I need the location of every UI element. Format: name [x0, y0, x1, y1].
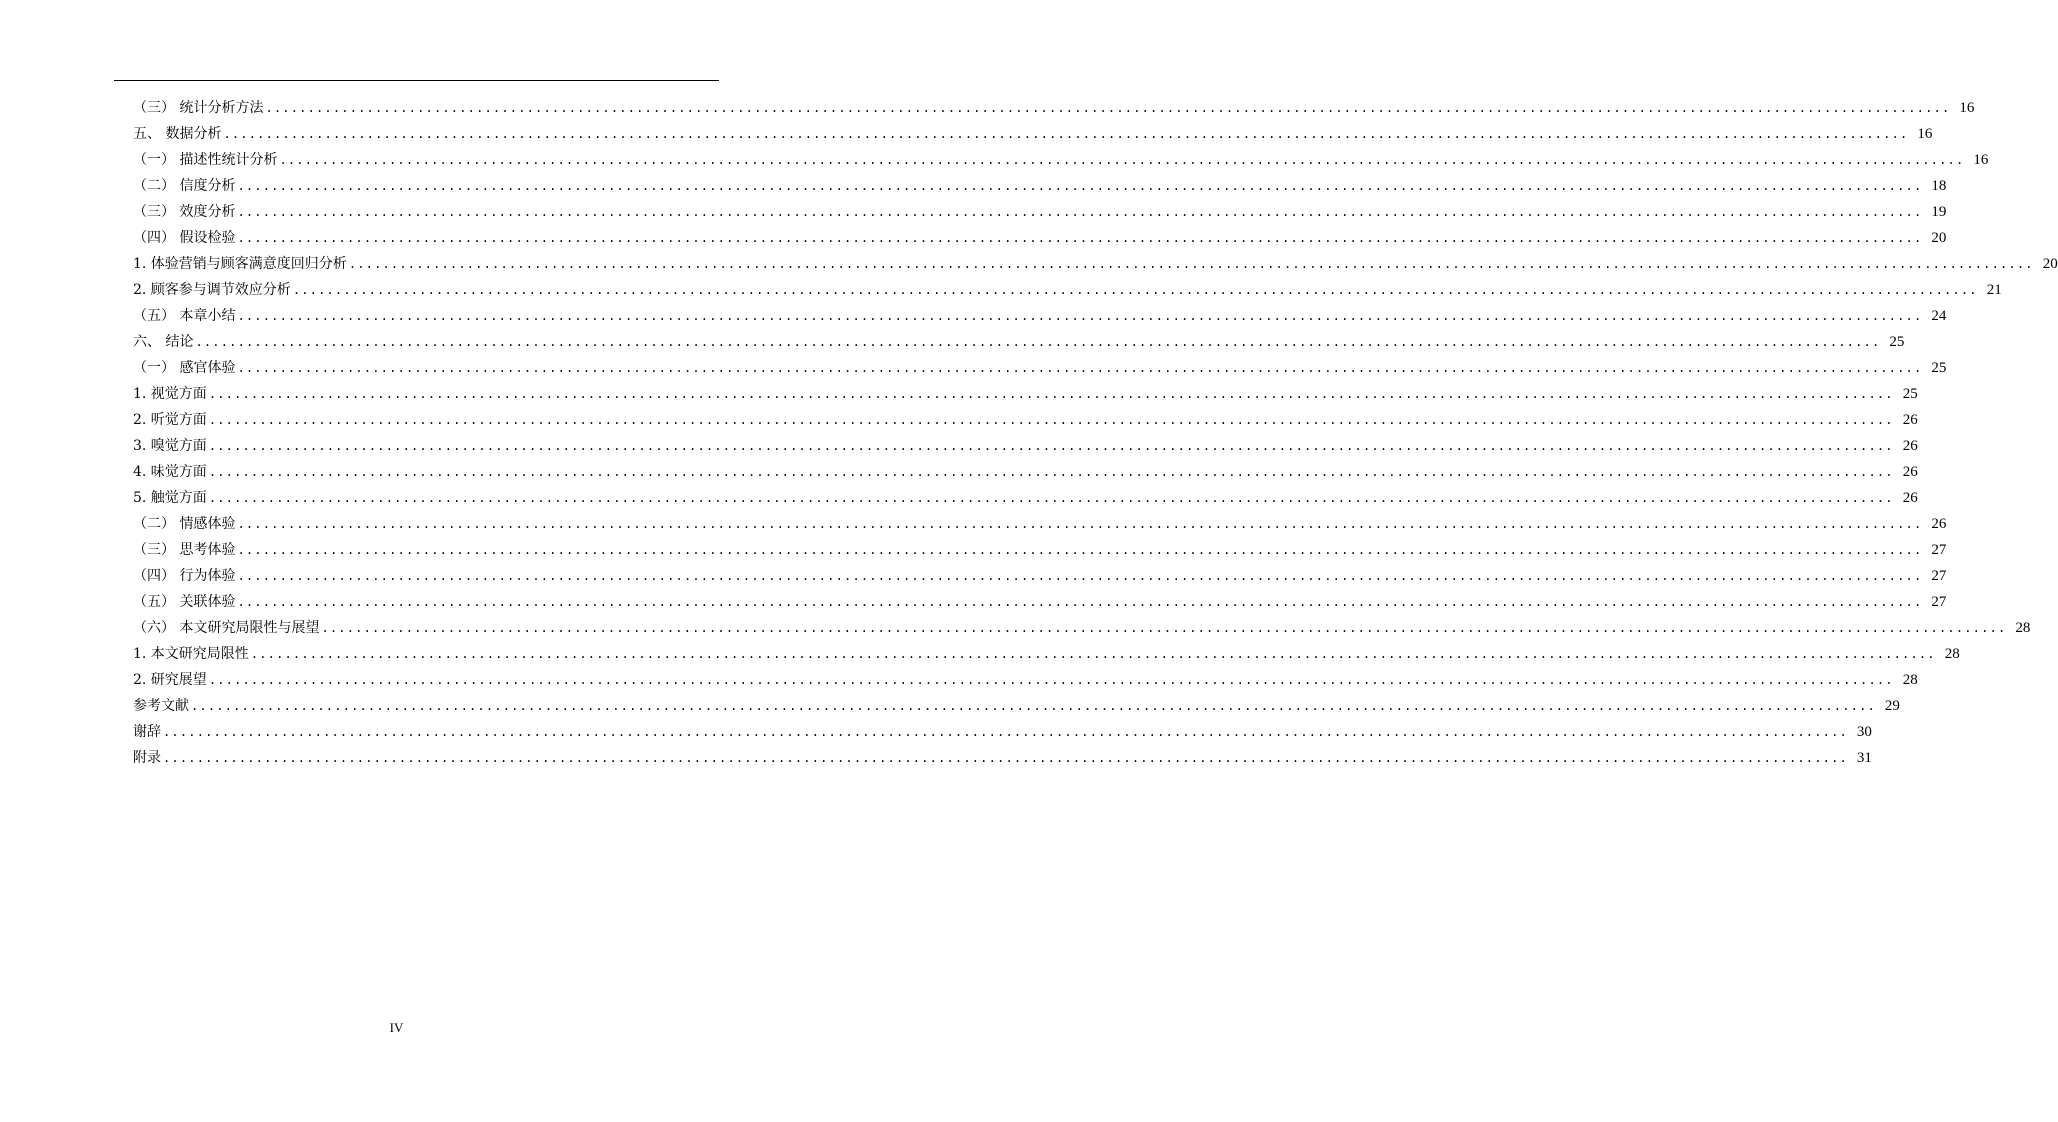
- toc-leader-dots: ........................................................................................................................................................................................................: [237, 309, 1923, 323]
- toc-leader-dots: ........................................................................................................................................................................................................: [208, 439, 1894, 453]
- toc-leader-dots: ........................................................................................................................................................................................................: [279, 153, 1965, 167]
- toc-leader-dots: ........................................................................................................................................................................................................: [292, 283, 1978, 297]
- toc-entry[interactable]: [133, 485, 1918, 511]
- toc-leader-dots: ........................................................................................................................................................................................................: [191, 699, 1876, 713]
- toc-entry[interactable]: [133, 563, 1947, 589]
- toc-entry-page: 27: [1931, 542, 1947, 558]
- toc-entry-page: 21: [1986, 282, 2002, 298]
- toc-entry[interactable]: [133, 173, 1947, 199]
- toc-leader-dots: ........................................................................................................................................................................................................: [237, 361, 1923, 375]
- toc-leader-dots: ........................................................................................................................................................................................................: [237, 543, 1923, 557]
- toc-entry-page: 25: [1902, 386, 1918, 402]
- toc-entry-page: 27: [1931, 594, 1947, 610]
- toc-entry-title: 2. 研究展望: [133, 672, 207, 688]
- toc-entry-title: （二） 信度分析: [133, 178, 236, 194]
- toc-leader-dots: ........................................................................................................................................................................................................: [223, 127, 1909, 141]
- toc-entry-title: （五） 关联体验: [133, 594, 236, 610]
- toc-entry-page: 24: [1931, 308, 1947, 324]
- toc-entry[interactable]: [133, 433, 1918, 459]
- toc-entry-page: 20: [1931, 230, 1947, 246]
- toc-leader-dots: ........................................................................................................................................................................................................: [348, 257, 2034, 271]
- toc-leader-dots: ........................................................................................................................................................................................................: [208, 673, 1894, 687]
- toc-entry-title: 1. 体验营销与顾客满意度回归分析: [133, 256, 347, 272]
- toc-entry-title: （三） 思考体验: [133, 542, 236, 558]
- toc-entry[interactable]: [133, 355, 1947, 381]
- toc-entry-page: 27: [1931, 568, 1947, 584]
- toc-entry-page: 28: [2015, 620, 2031, 636]
- toc-entry-page: 28: [1902, 672, 1918, 688]
- toc-entry-page: 26: [1931, 516, 1947, 532]
- toc-leader-dots: ........................................................................................................................................................................................................: [237, 179, 1923, 193]
- toc-leader-dots: ........................................................................................................................................................................................................: [265, 101, 1951, 115]
- toc-entry[interactable]: [133, 719, 1872, 745]
- toc-entry-page: 19: [1931, 204, 1947, 220]
- toc-entry-title: 1. 视觉方面: [133, 386, 207, 402]
- toc-entry-title: （二） 情感体验: [133, 516, 236, 532]
- toc-entry-page: 16: [1973, 152, 1989, 168]
- toc-entry-title: 附录: [133, 750, 161, 766]
- header-rule: [114, 80, 719, 81]
- toc-leader-dots: ........................................................................................................................................................................................................: [208, 413, 1894, 427]
- toc-entry-title: （五） 本章小结: [133, 308, 236, 324]
- toc-entry-title: 5. 触觉方面: [133, 490, 207, 506]
- toc-entry[interactable]: [133, 251, 2058, 277]
- toc-entry-title: （一） 感官体验: [133, 360, 236, 376]
- toc-entry-title: 六、 结论: [133, 334, 194, 350]
- toc-entry[interactable]: [133, 303, 1947, 329]
- toc-entry[interactable]: [133, 225, 1947, 251]
- toc-leader-dots: ........................................................................................................................................................................................................: [163, 725, 1848, 739]
- toc-entry[interactable]: [133, 381, 1918, 407]
- toc-leader-dots: ........................................................................................................................................................................................................: [321, 621, 2007, 635]
- toc-entry-page: 28: [1944, 646, 1960, 662]
- toc-entry-title: （四） 行为体验: [133, 568, 236, 584]
- toc-entry-title: 2. 听觉方面: [133, 412, 207, 428]
- toc-entry-page: 26: [1902, 464, 1918, 480]
- toc-entry[interactable]: [133, 745, 1872, 771]
- toc-entry-page: 31: [1856, 750, 1872, 766]
- toc-entry-title: 3. 嗅觉方面: [133, 438, 207, 454]
- toc-leader-dots: ........................................................................................................................................................................................................: [195, 335, 1881, 349]
- toc-entry[interactable]: [133, 121, 1933, 147]
- toc-entry-page: 20: [2042, 256, 2058, 272]
- toc-leader-dots: ........................................................................................................................................................................................................: [237, 595, 1923, 609]
- toc-entry-page: 18: [1931, 178, 1947, 194]
- toc-leader-dots: ........................................................................................................................................................................................................: [237, 231, 1923, 245]
- toc-entry-title: （三） 效度分析: [133, 204, 236, 220]
- toc-entry-page: 16: [1917, 126, 1933, 142]
- toc-leader-dots: ........................................................................................................................................................................................................: [250, 647, 1936, 661]
- toc-entry-page: 16: [1959, 100, 1975, 116]
- toc-entry-title: 4. 味觉方面: [133, 464, 207, 480]
- toc-entry-page: 26: [1902, 438, 1918, 454]
- toc-leader-dots: ........................................................................................................................................................................................................: [237, 205, 1923, 219]
- toc-entry-page: 25: [1931, 360, 1947, 376]
- toc-entry-title: （三） 统计分析方法: [133, 100, 264, 116]
- toc-entry[interactable]: [133, 407, 1918, 433]
- toc-entry[interactable]: [133, 459, 1918, 485]
- toc-entry-title: 1. 本文研究局限性: [133, 646, 249, 662]
- toc-entry-title: 五、 数据分析: [133, 126, 222, 142]
- toc-entry-title: （六） 本文研究局限性与展望: [133, 620, 320, 636]
- toc-entry[interactable]: [133, 537, 1947, 563]
- toc-leader-dots: ........................................................................................................................................................................................................: [208, 491, 1894, 505]
- toc-entry[interactable]: [133, 667, 1918, 693]
- toc-entry-page: 29: [1884, 698, 1900, 714]
- toc-entry-title: 2. 顾客参与调节效应分析: [133, 282, 291, 298]
- toc-entry-title: 参考文献: [133, 698, 189, 714]
- toc-leader-dots: ........................................................................................................................................................................................................: [237, 517, 1923, 531]
- toc-entry-page: 25: [1889, 334, 1905, 350]
- toc-entry[interactable]: [133, 615, 2031, 641]
- toc-entry[interactable]: [133, 329, 1905, 355]
- toc-entry[interactable]: [133, 199, 1947, 225]
- page-number: IV: [389, 1020, 404, 1035]
- toc-leader-dots: ........................................................................................................................................................................................................: [208, 465, 1894, 479]
- toc-entry-title: （四） 假设检验: [133, 230, 236, 246]
- toc-entry-page: 30: [1856, 724, 1872, 740]
- toc-entry-title: （一） 描述性统计分析: [133, 152, 278, 168]
- toc-entry[interactable]: [133, 95, 1975, 121]
- toc-leader-dots: ........................................................................................................................................................................................................: [163, 751, 1848, 765]
- toc-entry[interactable]: [133, 277, 2002, 303]
- toc-entry[interactable]: [133, 693, 1900, 719]
- toc-entry-page: 26: [1902, 412, 1918, 428]
- toc-leader-dots: ........................................................................................................................................................................................................: [208, 387, 1894, 401]
- toc-entry[interactable]: [133, 511, 1947, 537]
- toc-leader-dots: ........................................................................................................................................................................................................: [237, 569, 1923, 583]
- toc-entry-title: 谢辞: [133, 724, 161, 740]
- toc-entry-page: 26: [1902, 490, 1918, 506]
- toc-entry[interactable]: [133, 641, 1960, 667]
- toc-entry[interactable]: [133, 589, 1947, 615]
- table-of-contents: [133, 95, 2058, 771]
- toc-entry[interactable]: [133, 147, 1989, 173]
